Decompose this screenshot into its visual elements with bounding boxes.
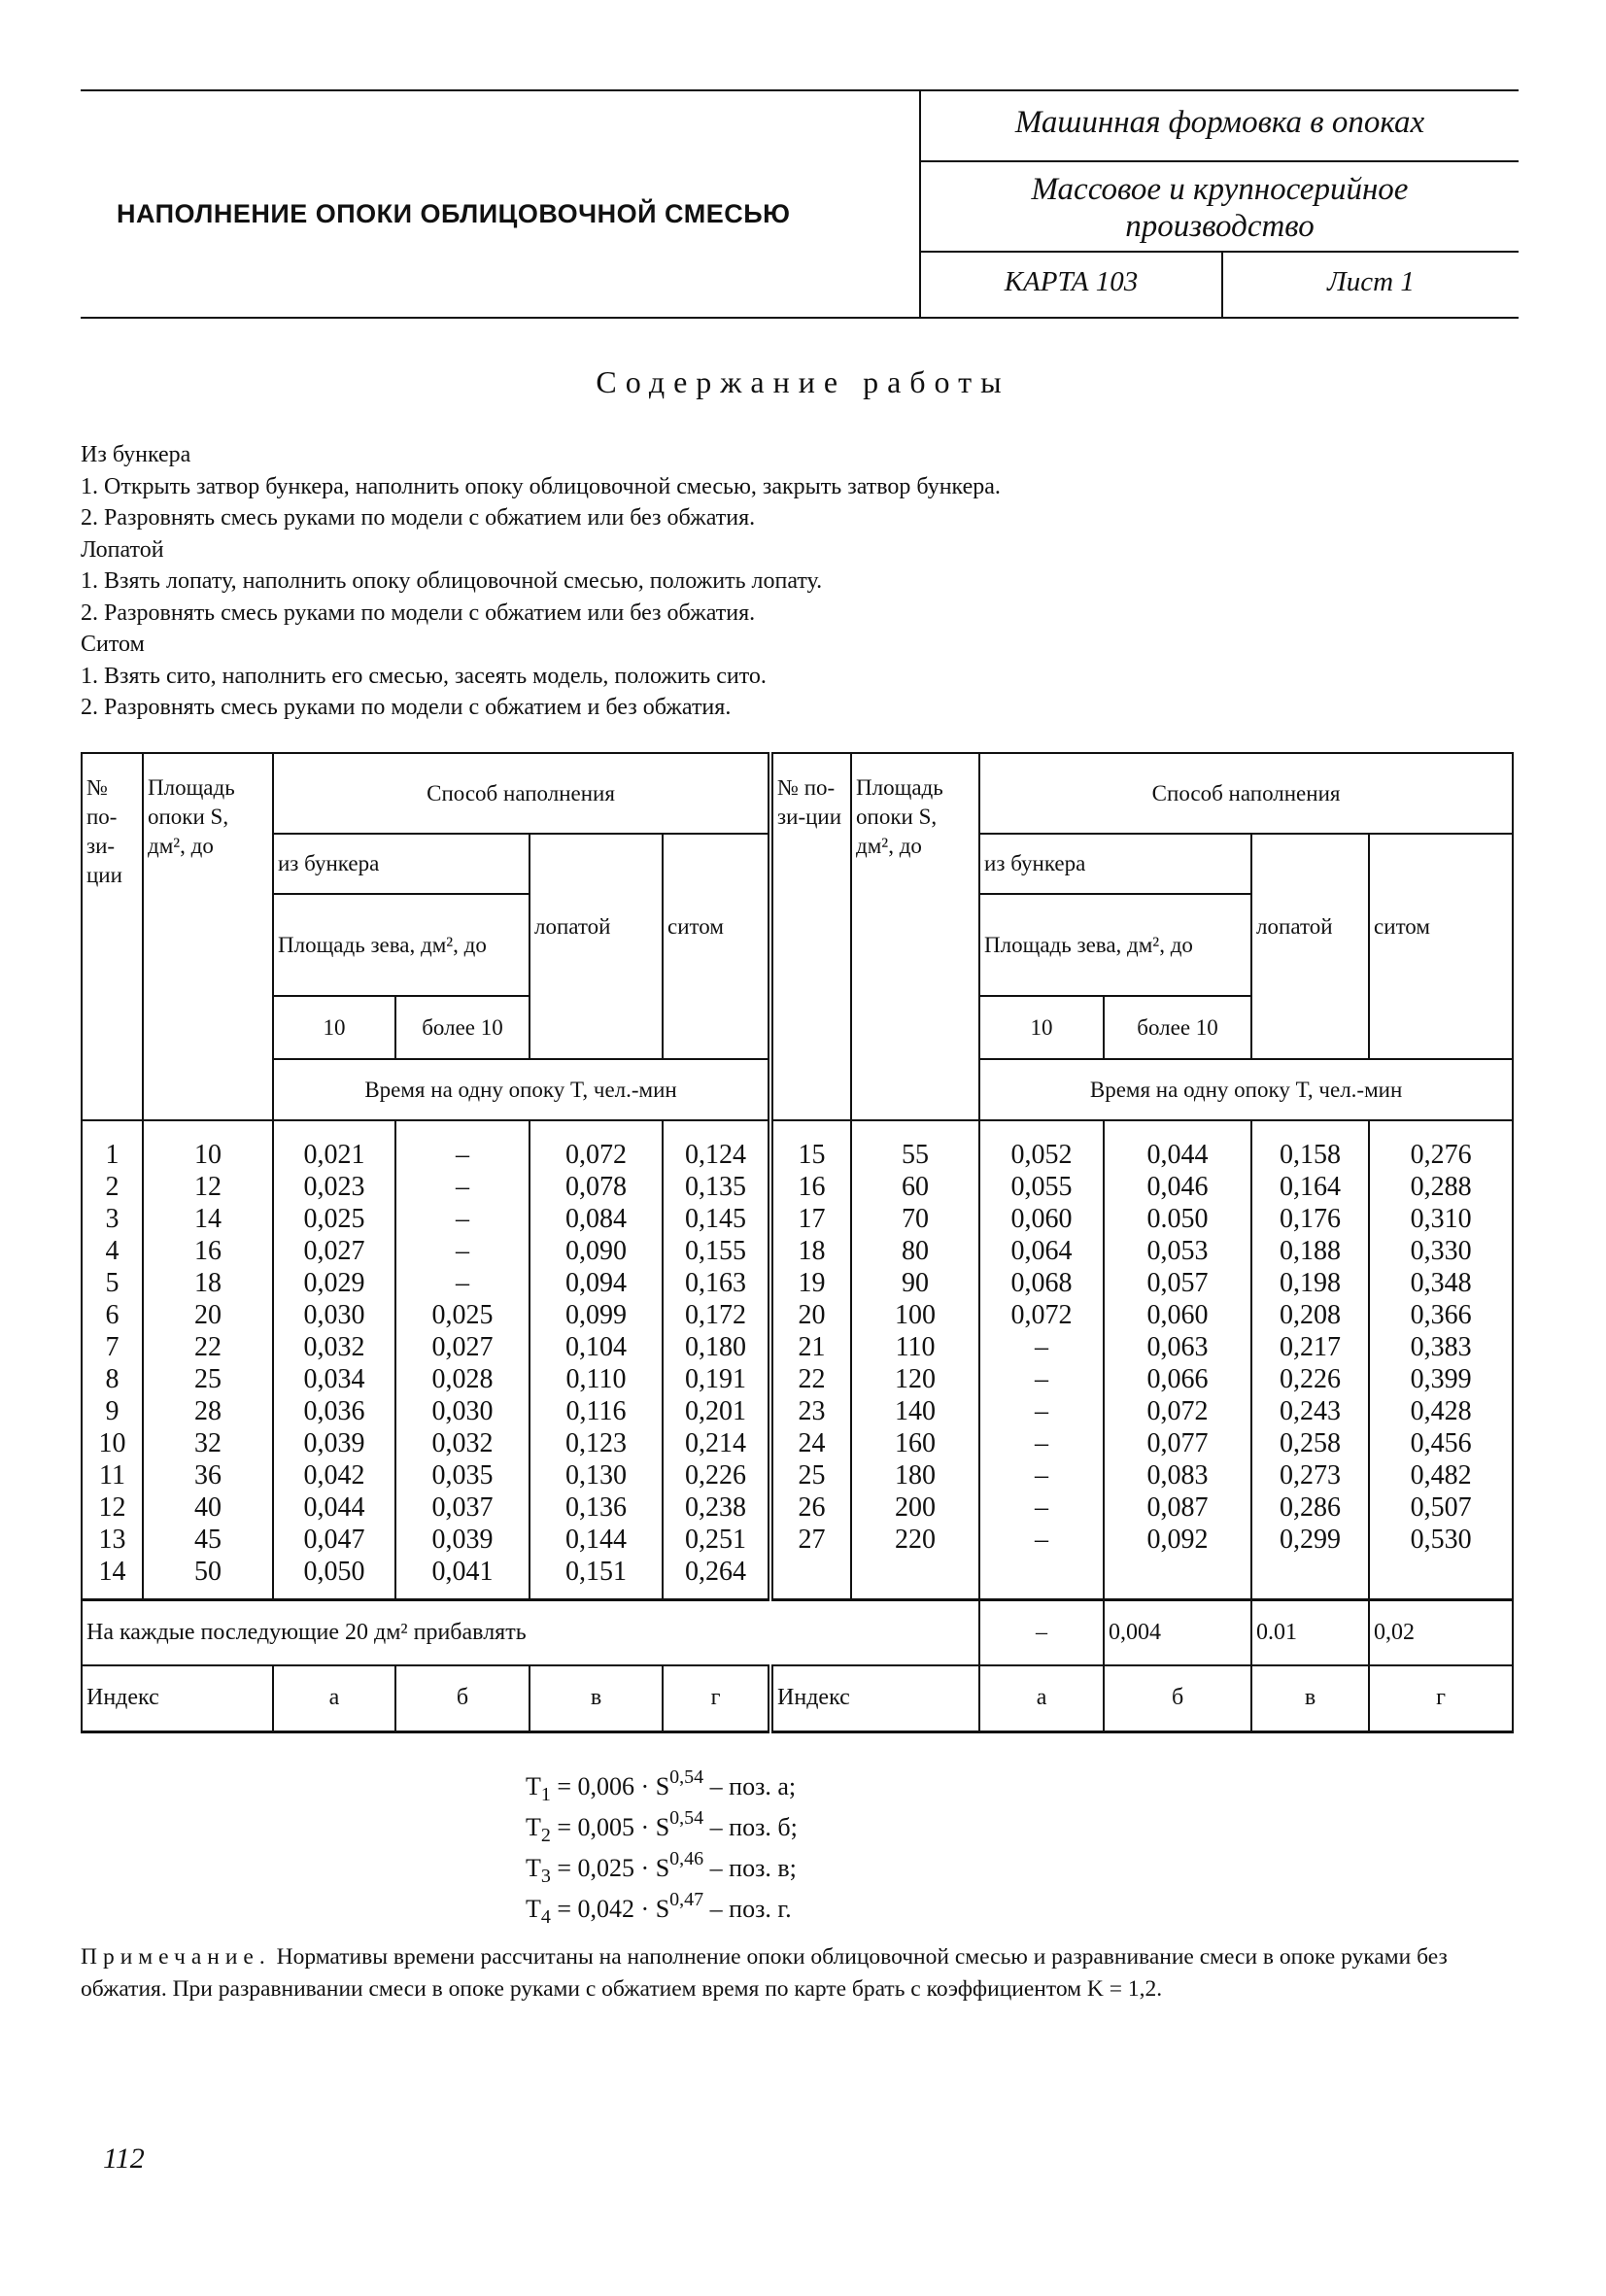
table-spacer-row	[82, 1588, 1513, 1599]
table-cell: 0,264	[663, 1556, 770, 1588]
table-cell: 0,110	[530, 1363, 663, 1395]
table-cell: 0,201	[663, 1395, 770, 1427]
increment-value: 0,004	[1104, 1599, 1251, 1665]
increment-label: На каждые последующие 20 дм² прибавлять	[82, 1599, 979, 1665]
table-cell: 0,164	[1251, 1171, 1369, 1203]
col-header-time: Время на одну опоку T, чел.-мин	[979, 1059, 1513, 1120]
table-cell: 220	[851, 1524, 979, 1556]
index-cell: а	[979, 1665, 1104, 1731]
table-cell: 0,044	[273, 1491, 395, 1524]
table-cell	[663, 1588, 770, 1599]
table-cell: 0,135	[663, 1171, 770, 1203]
work-line: Лопатой	[81, 536, 164, 563]
table-row	[82, 1120, 1513, 1171]
table-cell	[851, 1588, 979, 1599]
table-cell: 60	[851, 1171, 979, 1203]
table-cell: 0,214	[663, 1427, 770, 1459]
table-cell: 0,034	[273, 1363, 395, 1395]
production-line1: Массовое и крупносерийное	[1031, 172, 1409, 207]
formula-suffix: – поз. г.	[703, 1895, 792, 1923]
formula-body: = 0,042 · S	[550, 1895, 670, 1923]
table-cell: 7	[82, 1331, 143, 1363]
table-cell: 1	[82, 1120, 143, 1171]
formula-body: = 0,005 · S	[550, 1813, 670, 1841]
formula-symbol: T	[526, 1854, 541, 1882]
table-cell	[1104, 1588, 1251, 1599]
table-cell: 0,030	[395, 1395, 530, 1427]
sheet-number: Лист 1	[1327, 266, 1415, 297]
table-cell: 140	[851, 1395, 979, 1427]
table-cell: 0,068	[979, 1267, 1104, 1299]
table-row	[82, 1203, 1513, 1235]
table-cell: 70	[851, 1203, 979, 1235]
table-cell: 0,151	[530, 1556, 663, 1588]
table-cell: –	[979, 1395, 1104, 1427]
table-cell	[1251, 1556, 1369, 1588]
table-cell: 22	[143, 1331, 273, 1363]
table-cell: 0,130	[530, 1459, 663, 1491]
table-cell: 0,348	[1369, 1267, 1513, 1299]
increment-value: 0,02	[1369, 1599, 1513, 1665]
table-cell	[979, 1588, 1104, 1599]
table-cell: 160	[851, 1427, 979, 1459]
table-cell: 120	[851, 1363, 979, 1395]
table-cell: 80	[851, 1235, 979, 1267]
header-bottom-rule	[81, 317, 1519, 319]
page-number: 112	[103, 2142, 145, 2175]
card-number: КАРТА 103	[1004, 266, 1139, 297]
table-cell: 27	[770, 1524, 851, 1556]
production-label	[921, 171, 1519, 245]
table-cell: 0.050	[1104, 1203, 1251, 1235]
table-cell: 0,145	[663, 1203, 770, 1235]
table-cell: 40	[143, 1491, 273, 1524]
table-cell: 0,104	[530, 1331, 663, 1363]
table-cell: 13	[82, 1524, 143, 1556]
table-cell: 0,428	[1369, 1395, 1513, 1427]
table-cell: 0,299	[1251, 1524, 1369, 1556]
table-row	[82, 1363, 1513, 1395]
table-cell: 0,226	[1251, 1363, 1369, 1395]
table-cell: 0,037	[395, 1491, 530, 1524]
table-cell	[273, 1588, 395, 1599]
table-cell	[1369, 1588, 1513, 1599]
table-cell: 4	[82, 1235, 143, 1267]
table-cell: 12	[143, 1171, 273, 1203]
table-cell: 0,208	[1251, 1299, 1369, 1331]
table-cell: 0,163	[663, 1267, 770, 1299]
table-cell	[770, 1588, 851, 1599]
index-cell: б	[395, 1665, 530, 1731]
formula-body: = 0,006 · S	[550, 1772, 670, 1800]
table-cell: 0,072	[979, 1299, 1104, 1331]
col-header-method: Способ наполнения	[273, 753, 770, 834]
table-cell: 18	[770, 1235, 851, 1267]
table-cell: 55	[851, 1120, 979, 1171]
table-cell: 32	[143, 1427, 273, 1459]
table-cell: 0,047	[273, 1524, 395, 1556]
formula-subscript: 3	[540, 1866, 551, 1887]
table-cell: 0,027	[395, 1331, 530, 1363]
table-cell: 28	[143, 1395, 273, 1427]
formula	[526, 1848, 1514, 1889]
col-header-shovel: лопатой	[1251, 834, 1369, 1059]
table-cell: 0,041	[395, 1556, 530, 1588]
work-line: 1. Открыть затвор бункера, наполнить опоку облицовочной смесью, закрыть затвор бункера.	[81, 473, 1001, 499]
table-cell: 0,036	[273, 1395, 395, 1427]
table-cell: 25	[770, 1459, 851, 1491]
table-cell: 0,087	[1104, 1491, 1251, 1524]
work-line: Ситом	[81, 632, 145, 657]
table-cell: 0,035	[395, 1459, 530, 1491]
table-cell: 22	[770, 1363, 851, 1395]
work-description	[81, 439, 1519, 724]
table-cell: 0,028	[395, 1363, 530, 1395]
table-cell: –	[979, 1427, 1104, 1459]
note	[81, 1941, 1514, 2005]
col-header-bunker: из бункера	[979, 834, 1251, 894]
table-cell: 16	[770, 1171, 851, 1203]
table-cell: 0,286	[1251, 1491, 1369, 1524]
formula-symbol: T	[526, 1813, 541, 1841]
table-row	[82, 1395, 1513, 1427]
table-cell: 0,273	[1251, 1459, 1369, 1491]
table-cell: 0,482	[1369, 1459, 1513, 1491]
table-cell: 0,032	[395, 1427, 530, 1459]
table-cell: 0,030	[273, 1299, 395, 1331]
col-header-position: № по-зи-ции	[82, 753, 143, 1120]
table-cell: 45	[143, 1524, 273, 1556]
table-cell: 0,251	[663, 1524, 770, 1556]
table-cell: 0,310	[1369, 1203, 1513, 1235]
col-header-more-10: более 10	[395, 996, 530, 1059]
table-cell: –	[395, 1120, 530, 1171]
table-cell: 0,066	[1104, 1363, 1251, 1395]
table-cell: 0,063	[1104, 1331, 1251, 1363]
formula-symbol: T	[526, 1772, 541, 1800]
table-cell: 0,155	[663, 1235, 770, 1267]
table-cell: 0,060	[1104, 1299, 1251, 1331]
table-cell: 0,027	[273, 1235, 395, 1267]
formula-exponent: 0,47	[669, 1889, 704, 1910]
formula-suffix: – поз. а;	[703, 1772, 797, 1800]
table-cell	[851, 1556, 979, 1588]
table-cell: 6	[82, 1299, 143, 1331]
table-cell: 200	[851, 1491, 979, 1524]
table-cell: 0,039	[273, 1427, 395, 1459]
formula-symbol: T	[526, 1895, 541, 1923]
table-cell: 11	[82, 1459, 143, 1491]
note-label: Примечание.	[81, 1944, 271, 1970]
table-cell: 10	[143, 1120, 273, 1171]
table-row	[82, 1171, 1513, 1203]
table-cell: 0,180	[663, 1331, 770, 1363]
table-cell: 0,136	[530, 1491, 663, 1524]
section-title: Содержание работы	[596, 364, 1010, 399]
table-cell: –	[979, 1491, 1104, 1524]
formula-suffix: – поз. в;	[703, 1854, 797, 1882]
formula	[526, 1807, 1514, 1848]
table-row	[82, 1427, 1513, 1459]
table-cell: 0,050	[273, 1556, 395, 1588]
time-norms-table	[81, 752, 1514, 1733]
table-cell: 0,276	[1369, 1120, 1513, 1171]
table-cell: 14	[82, 1556, 143, 1588]
table-cell: 0,055	[979, 1171, 1104, 1203]
table-cell: 0,094	[530, 1267, 663, 1299]
table-cell: 0,198	[1251, 1267, 1369, 1299]
table-cell: 50	[143, 1556, 273, 1588]
table-cell: 19	[770, 1267, 851, 1299]
table-cell: 26	[770, 1491, 851, 1524]
table-cell: 0,530	[1369, 1524, 1513, 1556]
table-cell: 0,288	[1369, 1171, 1513, 1203]
table-cell: –	[395, 1235, 530, 1267]
table-row	[82, 1267, 1513, 1299]
table-cell: 0,046	[1104, 1171, 1251, 1203]
table-cell: 0,064	[979, 1235, 1104, 1267]
table-cell: 0,099	[530, 1299, 663, 1331]
table-cell: 0,092	[1104, 1524, 1251, 1556]
table-cell	[530, 1588, 663, 1599]
table-cell: 5	[82, 1267, 143, 1299]
table-cell: 100	[851, 1299, 979, 1331]
table-cell: 0,029	[273, 1267, 395, 1299]
table-cell: 12	[82, 1491, 143, 1524]
work-line: Из бункера	[81, 442, 191, 467]
table-cell: 0,144	[530, 1524, 663, 1556]
table-cell: 21	[770, 1331, 851, 1363]
index-cell: г	[1369, 1665, 1513, 1731]
table-cell	[1369, 1556, 1513, 1588]
table-row	[82, 1556, 1513, 1588]
table-cell	[1104, 1556, 1251, 1588]
col-header-time: Время на одну опоку T, чел.-мин	[273, 1059, 770, 1120]
formula	[526, 1766, 1514, 1807]
table-row	[82, 1299, 1513, 1331]
table-cell: 0,399	[1369, 1363, 1513, 1395]
formula-subscript: 4	[540, 1906, 551, 1928]
table-cell: 0,158	[1251, 1120, 1369, 1171]
card-title: НАПОЛНЕНИЕ ОПОКИ ОБЛИЦОВОЧНОЙ СМЕСЬЮ	[117, 199, 791, 228]
table-cell: 0,077	[1104, 1427, 1251, 1459]
table-cell: 0,078	[530, 1171, 663, 1203]
increment-value: 0.01	[1251, 1599, 1369, 1665]
formula	[526, 1889, 1514, 1930]
table-cell: 0,090	[530, 1235, 663, 1267]
col-header-mouth-area: Площадь зева, дм², до	[979, 894, 1251, 996]
table-cell: –	[979, 1459, 1104, 1491]
table-cell: 23	[770, 1395, 851, 1427]
table-cell: 0,072	[1104, 1395, 1251, 1427]
table-row	[82, 1235, 1513, 1267]
formula-subscript: 1	[540, 1784, 551, 1805]
table-cell: 0,123	[530, 1427, 663, 1459]
table-cell: 0,044	[1104, 1120, 1251, 1171]
table-cell: 0,238	[663, 1491, 770, 1524]
table-cell	[770, 1556, 851, 1588]
col-header-method: Способ наполнения	[979, 753, 1513, 834]
formula-suffix: – поз. б;	[703, 1813, 798, 1841]
index-label: Индекс	[82, 1665, 273, 1731]
table-cell: 0,172	[663, 1299, 770, 1331]
table-row	[82, 1524, 1513, 1556]
col-header-area: Площадь опоки S, дм², до	[143, 753, 273, 1120]
table-cell: 0,507	[1369, 1491, 1513, 1524]
formula-subscript: 2	[540, 1825, 551, 1846]
header-top-rule	[81, 89, 1519, 91]
note-text: Нормативы времени рассчитаны на наполнение опоки облицовочной смесью и разравнивание смеси в опоке руками без обжатия. При разравнивании смеси в опоке руками с обжатием время по карте брать с коэффициентом K = 1,2.	[81, 1944, 1448, 2002]
table-cell: 36	[143, 1459, 273, 1491]
table-cell: 0,383	[1369, 1331, 1513, 1363]
col-header-sieve: ситом	[1369, 834, 1513, 1059]
table-cell: 0,072	[530, 1120, 663, 1171]
table-cell: 0,023	[273, 1171, 395, 1203]
table-cell: 9	[82, 1395, 143, 1427]
table-cell: 10	[82, 1427, 143, 1459]
production-line2: производство	[1125, 209, 1315, 244]
table-cell: 0,060	[979, 1203, 1104, 1235]
table-cell	[979, 1556, 1104, 1588]
table-cell: 20	[770, 1299, 851, 1331]
col-header-area: Площадь опоки S, дм², до	[851, 753, 979, 1120]
formulas	[526, 1766, 1514, 1930]
col-header-10: 10	[979, 996, 1104, 1059]
table-cell: 0,052	[979, 1120, 1104, 1171]
table-cell: 0,217	[1251, 1331, 1369, 1363]
index-cell: в	[1251, 1665, 1369, 1731]
table-cell: –	[979, 1331, 1104, 1363]
formula-exponent: 0,54	[669, 1807, 704, 1829]
table-cell: –	[979, 1524, 1104, 1556]
table-cell: 0,188	[1251, 1235, 1369, 1267]
table-cell: 0,083	[1104, 1459, 1251, 1491]
table-row	[82, 1459, 1513, 1491]
work-line: 2. Разровнять смесь руками по модели с обжатием или без обжатия.	[81, 600, 756, 626]
method-label: Машинная формовка в опоках	[1014, 105, 1425, 140]
table-cell	[143, 1588, 273, 1599]
table-cell: 0,116	[530, 1395, 663, 1427]
header-rule	[919, 251, 1519, 253]
col-header-position: № по-зи-ции	[770, 753, 851, 1120]
table-cell: 0,191	[663, 1363, 770, 1395]
index-cell: б	[1104, 1665, 1251, 1731]
increment-value: –	[979, 1599, 1104, 1665]
col-header-more-10: более 10	[1104, 996, 1251, 1059]
index-cell: в	[530, 1665, 663, 1731]
col-header-sieve: ситом	[663, 834, 770, 1059]
formula-exponent: 0,54	[669, 1766, 704, 1788]
table-cell: 17	[770, 1203, 851, 1235]
table-cell: 25	[143, 1363, 273, 1395]
table-row	[82, 1491, 1513, 1524]
index-cell: а	[273, 1665, 395, 1731]
table-cell: 0,366	[1369, 1299, 1513, 1331]
work-line: 2. Разровнять смесь руками по модели с обжатием или без обжатия.	[81, 505, 756, 531]
table-cell: –	[395, 1203, 530, 1235]
work-line: 1. Взять лопату, наполнить опоку облицовочной смесью, положить лопату.	[81, 568, 823, 594]
table-cell: 0,025	[395, 1299, 530, 1331]
table-cell: 0,042	[273, 1459, 395, 1491]
table-cell: 0,057	[1104, 1267, 1251, 1299]
table-cell: 8	[82, 1363, 143, 1395]
table-cell: 0,025	[273, 1203, 395, 1235]
table-cell: 24	[770, 1427, 851, 1459]
lower-section	[81, 1766, 1514, 2005]
table-cell: –	[979, 1363, 1104, 1395]
col-header-shovel: лопатой	[530, 834, 663, 1059]
table-cell	[395, 1588, 530, 1599]
table-cell: 90	[851, 1267, 979, 1299]
work-line: 2. Разровнять смесь руками по модели с обжатием и без обжатия.	[81, 695, 732, 720]
table-cell: 16	[143, 1235, 273, 1267]
table-cell: 0,053	[1104, 1235, 1251, 1267]
table-cell	[82, 1588, 143, 1599]
table-row	[82, 1331, 1513, 1363]
formula-body: = 0,025 · S	[550, 1854, 670, 1882]
table-cell: 0,124	[663, 1120, 770, 1171]
table-cell: 14	[143, 1203, 273, 1235]
table-cell: 0,243	[1251, 1395, 1369, 1427]
table-cell: 0,226	[663, 1459, 770, 1491]
table-cell: 0,084	[530, 1203, 663, 1235]
formula-exponent: 0,46	[669, 1848, 704, 1869]
table-cell: 18	[143, 1267, 273, 1299]
table-cell: 0,176	[1251, 1203, 1369, 1235]
table-cell: 180	[851, 1459, 979, 1491]
table-cell: 3	[82, 1203, 143, 1235]
table-cell: 0,021	[273, 1120, 395, 1171]
table-cell: –	[395, 1171, 530, 1203]
table-cell: 0,330	[1369, 1235, 1513, 1267]
table-cell: 0,456	[1369, 1427, 1513, 1459]
work-line: 1. Взять сито, наполнить его смесью, засеять модель, положить сито.	[81, 663, 767, 689]
index-label: Индекс	[770, 1665, 979, 1731]
table-cell: 0,258	[1251, 1427, 1369, 1459]
table-cell: 15	[770, 1120, 851, 1171]
table-cell: 0,032	[273, 1331, 395, 1363]
table-cell	[1251, 1588, 1369, 1599]
col-header-mouth-area: Площадь зева, дм², до	[273, 894, 530, 996]
col-header-10: 10	[273, 996, 395, 1059]
table-cell: 20	[143, 1299, 273, 1331]
col-header-bunker: из бункера	[273, 834, 530, 894]
index-cell: г	[663, 1665, 770, 1731]
header-rule	[919, 160, 1519, 162]
table-cell: 0,039	[395, 1524, 530, 1556]
table-cell: 110	[851, 1331, 979, 1363]
table-cell: 2	[82, 1171, 143, 1203]
table-cell: –	[395, 1267, 530, 1299]
